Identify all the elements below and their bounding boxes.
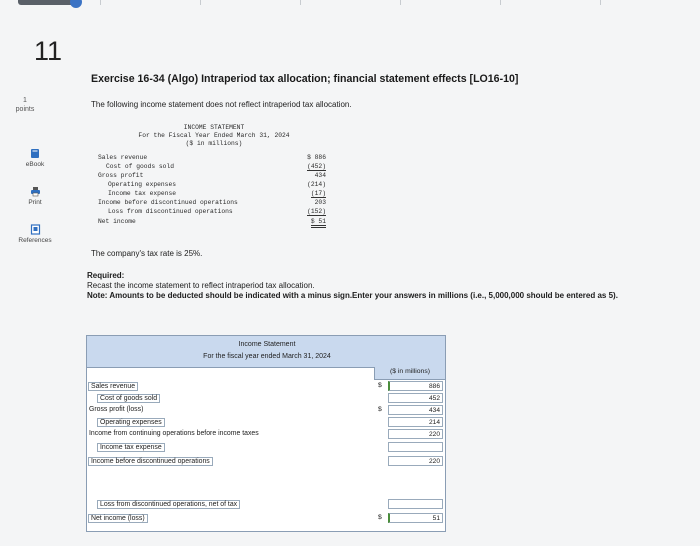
row-label: Gross profit (loss) [89, 406, 144, 413]
ebook-button[interactable] [12, 148, 58, 168]
given-row-label: Gross profit [98, 172, 144, 179]
given-units: ($ in millions) [185, 140, 243, 147]
operating-expenses-input[interactable]: 214 [388, 417, 443, 427]
currency-symbol: $ [378, 514, 382, 521]
row-label: Income from continuing operations before income taxes [89, 430, 259, 437]
tax-rate-text: The company's tax rate is 25%. [91, 249, 203, 258]
given-row-amount: (17) [310, 190, 326, 197]
row-label-dropdown[interactable]: Income before discontinued operations [88, 457, 213, 466]
progress-tick [300, 0, 301, 5]
given-row-amount: 203 [314, 199, 326, 206]
progress-tick [500, 0, 501, 5]
required-text: Recast the income statement to reflect intraperiod tax allocation. [87, 281, 315, 290]
given-row-label: Loss from discontinued operations [108, 208, 233, 215]
answer-row-loss-discontinued [87, 499, 445, 510]
units-header [374, 367, 445, 380]
loss-discontinued-input[interactable] [388, 499, 443, 509]
given-row [92, 181, 336, 190]
given-row-amount: 434 [314, 172, 326, 179]
points-value: 1 [23, 97, 27, 104]
row-label-dropdown[interactable]: Sales revenue [88, 382, 138, 391]
net-income-input[interactable]: 51 [388, 513, 443, 523]
required-section [87, 271, 677, 301]
currency-symbol: $ [378, 382, 382, 389]
given-row [92, 154, 336, 163]
given-row [92, 199, 336, 208]
exercise-intro: The following income statement does not reflect intraperiod tax allocation. [91, 100, 352, 109]
given-row [92, 163, 336, 172]
units-label: ($ in millions) [389, 368, 431, 375]
progress-bar [0, 0, 700, 10]
income-continuing-input[interactable]: 220 [388, 429, 443, 439]
income-tax-expense-input[interactable] [388, 442, 443, 452]
answer-row-income-continuing [87, 429, 445, 440]
answer-title: Income Statement [238, 341, 296, 348]
answer-row-income-before-discontinued [87, 456, 445, 467]
answer-subtitle: For the fiscal year ended March 31, 2024 [203, 353, 331, 360]
income-before-discontinued-input[interactable]: 220 [388, 456, 443, 466]
given-row-label: Operating expenses [108, 181, 177, 188]
row-label-dropdown[interactable]: Income tax expense [97, 443, 165, 452]
row-label-dropdown[interactable]: Cost of goods sold [97, 394, 160, 403]
print-icon [30, 186, 41, 197]
progress-handle[interactable] [70, 0, 82, 8]
answer-row-operating-expenses [87, 417, 445, 428]
given-row-label: Cost of goods sold [106, 163, 175, 170]
answer-row-cost-of-goods-sold [87, 393, 445, 404]
given-row-amount: $ 51 [311, 218, 326, 228]
given-title: INCOME STATEMENT [183, 124, 245, 131]
given-row-label: Net income [98, 218, 136, 225]
row-label-dropdown[interactable]: Operating expenses [97, 418, 165, 427]
answer-row-gross-profit [87, 405, 445, 416]
progress-tick [400, 0, 401, 5]
references-label: References [18, 237, 52, 244]
given-row-amount: (214) [307, 181, 326, 188]
required-label: Required: [87, 271, 125, 280]
progress-tick [600, 0, 601, 5]
answer-row-net-income [87, 513, 445, 524]
answer-income-statement [86, 335, 446, 532]
row-label-dropdown[interactable]: Net income (loss) [88, 514, 148, 523]
ebook-label: eBook [25, 161, 45, 168]
given-row-amount: (452) [307, 163, 326, 170]
answer-row-sales-revenue [87, 381, 445, 392]
points-info [10, 96, 40, 114]
given-row [92, 208, 336, 217]
given-row-label: Income before discontinued operations [98, 199, 238, 206]
row-label-dropdown[interactable]: Loss from discontinued operations, net of tax [97, 500, 240, 509]
given-row-amount: $ 886 [307, 154, 326, 161]
gross-profit-input[interactable]: 434 [388, 405, 443, 415]
progress-tick [200, 0, 201, 5]
given-row [92, 218, 336, 227]
given-row [92, 190, 336, 199]
answer-row-income-tax-expense [87, 442, 445, 453]
given-income-statement [92, 124, 336, 236]
progress-tick [100, 0, 101, 5]
book-icon [30, 148, 40, 159]
currency-symbol: $ [378, 406, 382, 413]
given-row-label: Income tax expense [108, 190, 177, 197]
given-subtitle: For the Fiscal Year Ended March 31, 2024 [138, 132, 290, 139]
answer-header [87, 336, 445, 368]
given-row-label: Sales revenue [98, 154, 148, 161]
print-button[interactable] [12, 186, 58, 206]
points-label: points [15, 106, 35, 113]
note-text: Note: Amounts to be deducted should be indicated with a minus sign.Enter your answers in millions (i.e., 5,000,000 should be entered as 5). [87, 291, 618, 300]
references-icon [30, 224, 41, 235]
sales-revenue-input[interactable]: 886 [388, 381, 443, 391]
given-row-amount: (152) [307, 208, 326, 215]
given-row [92, 172, 336, 181]
exercise-title: Exercise 16-34 (Algo) Intraperiod tax allocation; financial statement effects [LO16-10] [91, 73, 519, 85]
cost-of-goods-sold-input[interactable]: 452 [388, 393, 443, 403]
references-button[interactable] [12, 224, 58, 244]
print-label: Print [28, 199, 42, 206]
question-number: 11 [34, 36, 63, 66]
